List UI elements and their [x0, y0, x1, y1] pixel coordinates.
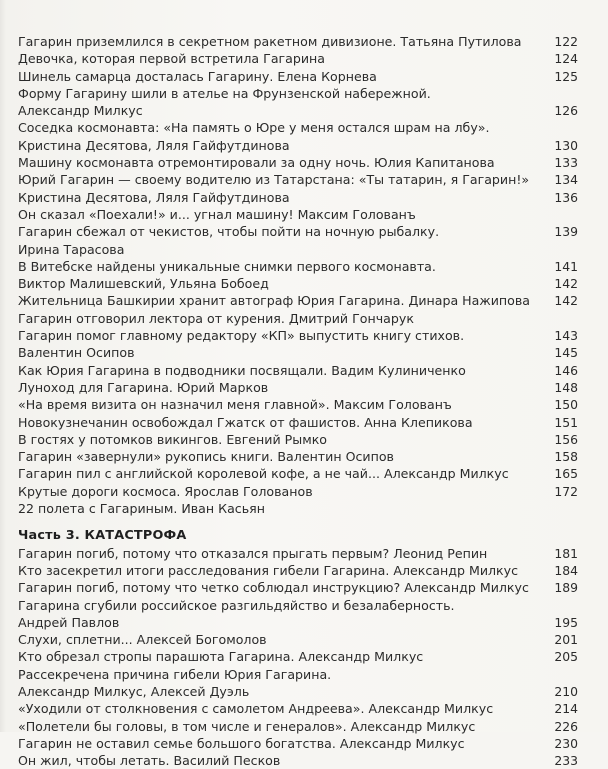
toc-entry	[18, 614, 578, 631]
toc-entry	[18, 700, 578, 717]
toc-entry-page-number: 151	[554, 414, 578, 430]
toc-entry-title: Соседка космонавта: «На память о Юре у меня остался шрам на лбу».	[18, 120, 490, 136]
toc-entry	[18, 50, 578, 67]
toc-entry	[18, 223, 578, 240]
toc-entry	[18, 545, 578, 562]
toc-entry-title: Гагарина сгубили российское разгильдяйство и безалаберность.	[18, 597, 455, 613]
toc-entry-page-number: 150	[554, 397, 578, 413]
toc-entry	[18, 189, 578, 206]
toc-entry	[18, 597, 578, 614]
toc-entry	[18, 137, 578, 154]
toc-entry	[18, 431, 578, 448]
toc-entry-page-number: 122	[554, 34, 578, 49]
toc-entry-page-number: 148	[554, 379, 578, 395]
toc-entry-title: Гагарин пил с английской королевой кофе, а не чай... Александр Милкус	[18, 466, 509, 482]
toc-entry	[18, 68, 578, 85]
toc-entry-title: Кто засекретил итоги расследования гибели Гагарина. Александр Милкус	[18, 562, 519, 578]
toc-entry-page-number: 139	[554, 224, 578, 240]
toc-entry-title: Гагарин «завернули» рукопись книги. Валентин Осипов	[18, 449, 394, 465]
part-2-entries	[18, 33, 578, 517]
toc-entry	[18, 631, 578, 648]
toc-entry-page-number: 133	[554, 155, 578, 171]
toc-entry-page-number: 214	[554, 701, 578, 717]
toc-entry-page-number: 172	[554, 483, 578, 499]
toc-entry-title: Форму Гагарину шили в ателье на Фрунзенской набережной.	[18, 85, 431, 101]
toc-entry-page-number: 201	[554, 632, 578, 648]
toc-entry-page-number: 145	[554, 345, 578, 361]
toc-entry-title: Машину космонавта отремонтировали за одну ночь. Юлия Капитанова	[18, 155, 495, 171]
toc-entry-page-number: 146	[554, 362, 578, 378]
toc-entry	[18, 683, 578, 700]
toc-entry-page-number: 142	[554, 293, 578, 309]
toc-entry	[18, 154, 578, 171]
toc-entry-title: Рассекречена причина гибели Юрия Гагарина.	[18, 666, 332, 682]
toc-entry-page-number: 230	[554, 735, 578, 751]
toc-entry	[18, 562, 578, 579]
toc-entry-title: Андрей Павлов	[18, 614, 120, 630]
toc-entry-page-number: 141	[554, 258, 578, 274]
toc-entry-page-number: 130	[554, 137, 578, 153]
toc-entry-title: Как Юрия Гагарина в подводники посвящали. Вадим Кулиниченко	[18, 362, 466, 378]
toc-entry-title: «Полетели бы головы, в том числе и генералов». Александр Милкус	[18, 718, 476, 734]
toc-entry-title: Гагарин погиб, потому что четко соблюдал инструкцию? Александр Милкус	[18, 580, 529, 596]
toc-entry-page-number: 126	[554, 103, 578, 119]
toc-entry-title: Он сказал «Поехали!» и... угнал машину! Максим Голованъ	[18, 206, 416, 222]
toc-entry-title: Девочка, которая первой встретила Гагарина	[18, 51, 325, 67]
toc-entry-page-number: 134	[554, 172, 578, 188]
part-3-heading: Часть 3. КАТАСТРОФА	[18, 528, 187, 544]
toc-entry	[18, 718, 578, 735]
toc-entry-title: Юрий Гагарин — своему водителю из Татарстана: «Ты татарин, я Гагарин!»	[18, 172, 530, 188]
toc-entry	[18, 752, 578, 769]
toc-entry-title: Александр Милкус, Алексей Дуэль	[18, 683, 250, 699]
toc-entry-title: Гагарин погиб, потому что отказался прыгать первым? Леонид Репин	[18, 545, 488, 561]
toc-entry-page-number: 125	[554, 68, 578, 84]
toc-entry	[18, 102, 578, 119]
toc-entry-title: Жительница Башкирии хранит автограф Юрия Гагарина. Динара Нажипова	[18, 293, 530, 309]
toc-entry	[18, 206, 578, 223]
toc-entry	[18, 362, 578, 379]
toc-entry-title: В гостях у потомков викингов. Евгений Рымко	[18, 431, 328, 447]
toc-entry-title: «На время визита он назначил меня главной». Максим Голованъ	[18, 397, 452, 413]
part-3-entries	[18, 545, 578, 769]
toc-entry-title: Он жил, чтобы летать. Василий Песков	[18, 753, 281, 769]
toc-entry-page-number: 233	[554, 753, 578, 769]
toc-entry-title: «Уходили от столкновения с самолетом Андреева». Александр Милкус	[18, 701, 494, 717]
toc-entry-title: Гагарин приземлился в секретном ракетном дивизионе. Татьяна Путилова	[18, 34, 522, 49]
toc-entry-title: Гагарин отговорил лектора от курения. Дмитрий Гончарук	[18, 310, 414, 326]
toc-entry-page-number: 189	[554, 580, 578, 596]
toc-entry-page-number: 156	[554, 431, 578, 447]
toc-entry-page-number: 205	[554, 649, 578, 665]
toc-entry	[18, 666, 578, 683]
toc-entry	[18, 171, 578, 188]
toc-entry	[18, 275, 578, 292]
toc-entry	[18, 396, 578, 413]
toc-entry	[18, 292, 578, 309]
toc-entry-title: Валентин Осипов	[18, 345, 135, 361]
toc-entry	[18, 258, 578, 275]
toc-entry-page-number: 136	[554, 189, 578, 205]
toc-entry-title: Гагарин помог главному редактору «КП» выпустить книгу стихов.	[18, 328, 465, 344]
toc-entry	[18, 310, 578, 327]
toc-entry-page-number: 181	[554, 545, 578, 561]
toc-entry	[18, 379, 578, 396]
toc-entry	[18, 483, 578, 500]
toc-entry-page-number: 142	[554, 276, 578, 292]
toc-entry	[18, 241, 578, 258]
toc-entry-title: Кристина Десятова, Ляля Гайфутдинова	[18, 189, 290, 205]
toc-entry	[18, 119, 578, 136]
toc-entry-title: Кто обрезал стропы парашюта Гагарина. Александр Милкус	[18, 649, 424, 665]
toc-entry-title: Виктор Малишевский, Ульяна Бобоед	[18, 276, 269, 292]
page-edge-shadow	[0, 0, 6, 732]
toc-entry-title: Крутые дороги космоса. Ярослав Голованов	[18, 483, 313, 499]
toc-entry-title: Кристина Десятова, Ляля Гайфутдинова	[18, 137, 290, 153]
toc-entry	[18, 735, 578, 752]
toc-entry-title: Ирина Тарасова	[18, 241, 125, 257]
toc-entry	[18, 33, 578, 50]
toc-entry-page-number: 184	[554, 562, 578, 578]
toc-entry-page-number: 143	[554, 328, 578, 344]
toc-entry	[18, 500, 578, 517]
toc-entry	[18, 448, 578, 465]
toc-entry	[18, 344, 578, 361]
toc-entry-page-number: 195	[554, 614, 578, 630]
toc-entry-title: Гагарин не оставил семье большого богатства. Александр Милкус	[18, 735, 465, 751]
toc-entry-title: Луноход для Гагарина. Юрий Марков	[18, 379, 269, 395]
toc-entry	[18, 579, 578, 596]
toc-entry	[18, 85, 578, 102]
toc-entry	[18, 414, 578, 431]
toc-entry-page-number: 124	[554, 51, 578, 67]
toc-entry	[18, 327, 578, 344]
toc-entry-page-number: 226	[554, 718, 578, 734]
toc-entry-title: Александр Милкус	[18, 103, 143, 119]
toc-entry-page-number: 210	[554, 683, 578, 699]
toc-entry-title: Слухи, сплетни... Алексей Богомолов	[18, 632, 267, 648]
toc-entry	[18, 648, 578, 665]
toc-entry-page-number: 158	[554, 449, 578, 465]
toc-entry-title: Шинель самарца досталась Гагарину. Елена Корнева	[18, 68, 377, 84]
toc-entry-title: 22 полета с Гагариным. Иван Касьян	[18, 501, 265, 517]
toc-entry	[18, 465, 578, 482]
toc-entry-title: Гагарин сбежал от чекистов, чтобы пойти на ночную рыбалку.	[18, 224, 440, 240]
toc-entry-title: Новокузнечанин освобождал Гжатск от фашистов. Анна Клепикова	[18, 414, 473, 430]
toc-entry-page-number: 165	[554, 466, 578, 482]
table-of-contents	[18, 33, 578, 769]
toc-entry-title: В Витебске найдены уникальные снимки первого космонавта.	[18, 258, 436, 274]
